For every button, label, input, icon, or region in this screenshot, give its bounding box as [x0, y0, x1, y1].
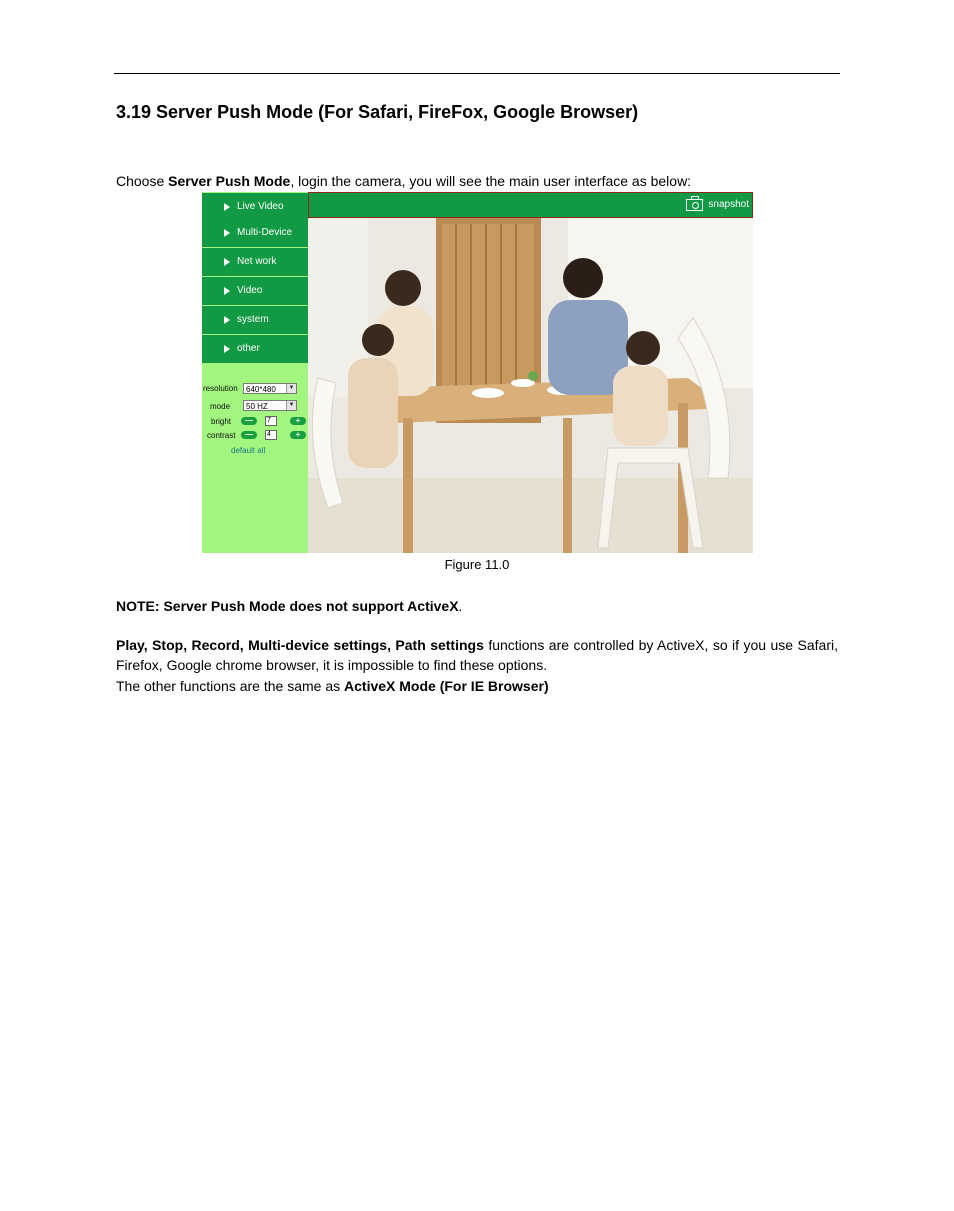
chevron-down-icon: ▼ — [286, 401, 296, 410]
live-video-feed — [308, 218, 753, 553]
play-triangle-icon — [224, 258, 230, 266]
contrast-increase-button[interactable]: + — [290, 431, 306, 439]
play-triangle-icon — [224, 345, 230, 353]
play-triangle-icon — [224, 287, 230, 295]
sidebar — [202, 192, 308, 553]
mode-select[interactable] — [243, 400, 297, 411]
menu-item-other[interactable] — [202, 335, 308, 363]
other-paragraph — [116, 676, 549, 696]
other-prefix: The other functions are the same as — [116, 678, 345, 694]
menu-label: other — [237, 343, 260, 354]
default-all-link[interactable]: default all — [231, 446, 266, 455]
menu-item-live-video[interactable] — [202, 193, 308, 221]
menu-item-multi-device[interactable] — [202, 219, 308, 247]
resolution-value: 640*480 — [246, 385, 276, 394]
play-triangle-icon — [224, 316, 230, 324]
play-triangle-icon — [224, 203, 230, 211]
menu-label: Live Video — [237, 201, 284, 212]
chevron-down-icon: ▼ — [286, 384, 296, 393]
header-rule — [114, 73, 840, 74]
bright-label: bright — [211, 417, 232, 426]
intro-paragraph — [116, 171, 691, 191]
intro-bold: Server Push Mode — [168, 173, 291, 189]
menu-label: Video — [237, 285, 263, 296]
figure-caption: Figure 11.0 — [444, 557, 510, 572]
note-text: NOTE: Server Push Mode does not support ActiveX — [116, 598, 459, 614]
mode-label: mode — [210, 402, 231, 411]
contrast-value-field[interactable]: 4 — [265, 430, 277, 440]
camera-icon — [686, 199, 703, 211]
play-rest: functions are controlled by ActiveX, so if you use Safari, Firefox, Google chrome browser, it is impossible to find these options. — [116, 637, 838, 673]
resolution-select[interactable] — [243, 383, 297, 394]
snapshot-label: snapshot — [708, 199, 749, 210]
intro-suffix: , login the camera, you will see the main user interface as below: — [290, 173, 692, 189]
intro-prefix: Choose — [116, 173, 169, 189]
note-period: . — [458, 598, 463, 614]
menu-item-system[interactable] — [202, 306, 308, 334]
contrast-decrease-button[interactable]: — — [241, 431, 257, 439]
contrast-label: contrast — [207, 431, 236, 440]
other-bold: ActiveX Mode (For IE Browser) — [344, 678, 549, 694]
menu-item-video[interactable] — [202, 277, 308, 305]
camera-ui-screenshot — [202, 192, 753, 553]
video-frame-image — [308, 218, 753, 553]
menu-item-network[interactable] — [202, 248, 308, 276]
menu-label: Multi-Device — [237, 227, 293, 238]
menu-label: system — [237, 314, 269, 325]
play-triangle-icon — [224, 229, 230, 237]
mode-value: 50 HZ — [246, 402, 268, 411]
bright-decrease-button[interactable]: — — [241, 417, 257, 425]
play-paragraph — [116, 635, 838, 675]
bright-increase-button[interactable]: + — [290, 417, 306, 425]
section-heading: 3.19 Server Push Mode (For Safari, FireFox, Google Browser) — [116, 102, 639, 122]
resolution-label: resolution — [203, 384, 238, 393]
menu-label: Net work — [237, 256, 277, 267]
bright-value-field[interactable]: 7 — [265, 416, 277, 426]
snapshot-button[interactable] — [708, 199, 749, 210]
note-paragraph — [116, 596, 462, 616]
play-bold: Play, Stop, Record, Multi-device settings, Path settings — [116, 637, 484, 653]
video-toolbar — [308, 192, 753, 218]
